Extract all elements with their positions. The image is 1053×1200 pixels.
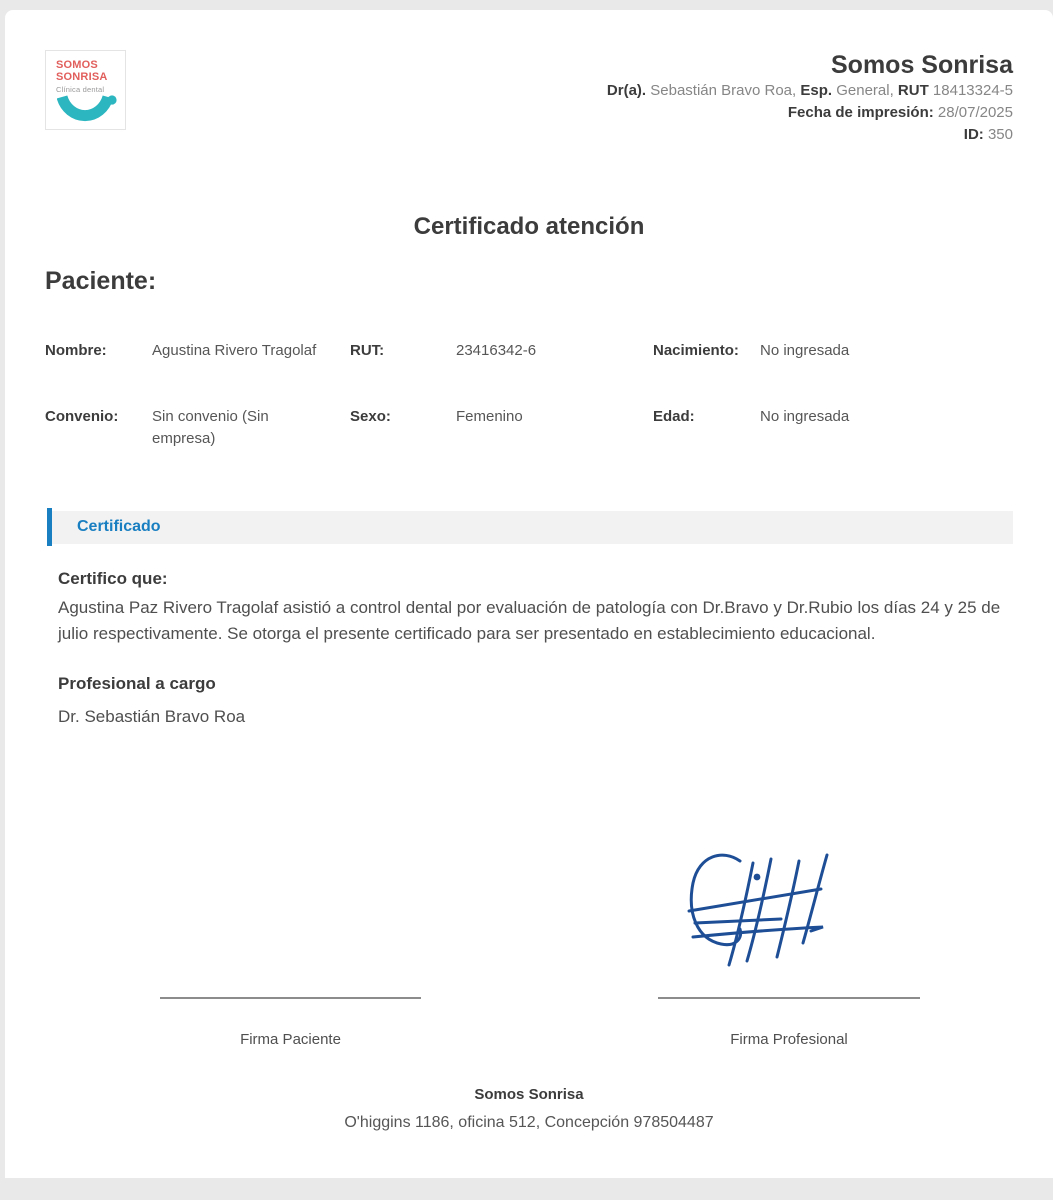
print-date-value: 28/07/2025: [933, 104, 1013, 121]
clinic-name: Somos Sonrisa: [831, 51, 1013, 79]
patient-heading: Paciente:: [45, 267, 157, 295]
professional-heading: Profesional a cargo: [58, 674, 216, 693]
section-band: [52, 511, 1013, 544]
field-label-nacimiento: Nacimiento:: [653, 342, 739, 359]
field-label-convenio: Convenio:: [45, 408, 119, 425]
field-label-edad: Edad:: [653, 408, 695, 425]
print-date-label: Fecha de impresión:: [787, 104, 934, 121]
certificado-section-header: [47, 508, 1013, 546]
field-value-edad: No ingresada: [760, 408, 850, 425]
smile-icon: [57, 95, 117, 137]
logo-word-1: SOMOS: [56, 59, 98, 71]
id-line: [126, 124, 1013, 146]
signatures-area: [45, 847, 1013, 1052]
field-label-sexo: Sexo:: [350, 408, 391, 425]
field-value-nacimiento: No ingresada: [760, 342, 850, 359]
professional-signature-image: [683, 847, 843, 969]
professional-name: Dr. Sebastián Bravo Roa: [58, 707, 246, 726]
field-value-sexo: Femenino: [456, 408, 523, 425]
logo-word-2: SONRISA: [56, 71, 108, 83]
id-label: ID:: [963, 126, 984, 143]
professional-signature-label: Firma Profesional: [730, 1031, 848, 1048]
document-header: [45, 50, 1013, 146]
esp-value: General,: [832, 82, 898, 99]
field-label-rut: RUT:: [350, 342, 385, 359]
clinic-logo: [45, 50, 126, 130]
footer-address: O'higgins 1186, oficina 512, Concepción 978504487: [344, 1114, 714, 1131]
certify-subheading: Certifico que:: [58, 569, 168, 588]
section-title: Certificado: [77, 518, 161, 535]
logo-subtitle: Clínica dental: [56, 85, 105, 94]
certificate-document: [5, 10, 1053, 1178]
doctor-info-line: [126, 80, 1013, 102]
print-date-line: [126, 102, 1013, 124]
field-value-nombre: Agustina Rivero Tragolaf: [152, 342, 317, 359]
rut-value: 18413324-5: [928, 82, 1013, 99]
field-value-rut: 23416342-6: [456, 342, 537, 359]
doctor-label: Dr(a).: [606, 82, 647, 99]
footer-clinic-name: Somos Sonrisa: [474, 1086, 584, 1103]
patient-signature-label: Firma Paciente: [240, 1031, 341, 1048]
rut-label: RUT: [897, 82, 929, 99]
document-footer: [45, 1086, 1013, 1132]
esp-label: Esp.: [800, 82, 833, 99]
field-label-nombre: Nombre:: [45, 342, 107, 359]
clinic-info: [126, 50, 1013, 146]
patient-signature-line: [160, 997, 421, 999]
id-value: 350: [983, 126, 1013, 143]
patient-fields: [45, 340, 1013, 450]
field-value-convenio: Sin convenio (Sin empresa): [152, 408, 269, 447]
doctor-name: Sebastián Bravo Roa,: [646, 82, 801, 99]
page-title: Certificado atención: [413, 213, 645, 240]
certificate-body-text: Agustina Paz Rivero Tragolaf asistió a control dental por evaluación de patología con Dr.Bravo y Dr.Rubio los días 24 y 25 de julio respectivamente. Se otorga el presente certificado para ser presentado en establecimiento educacional.: [58, 598, 1001, 643]
professional-signature-line: [658, 997, 920, 999]
